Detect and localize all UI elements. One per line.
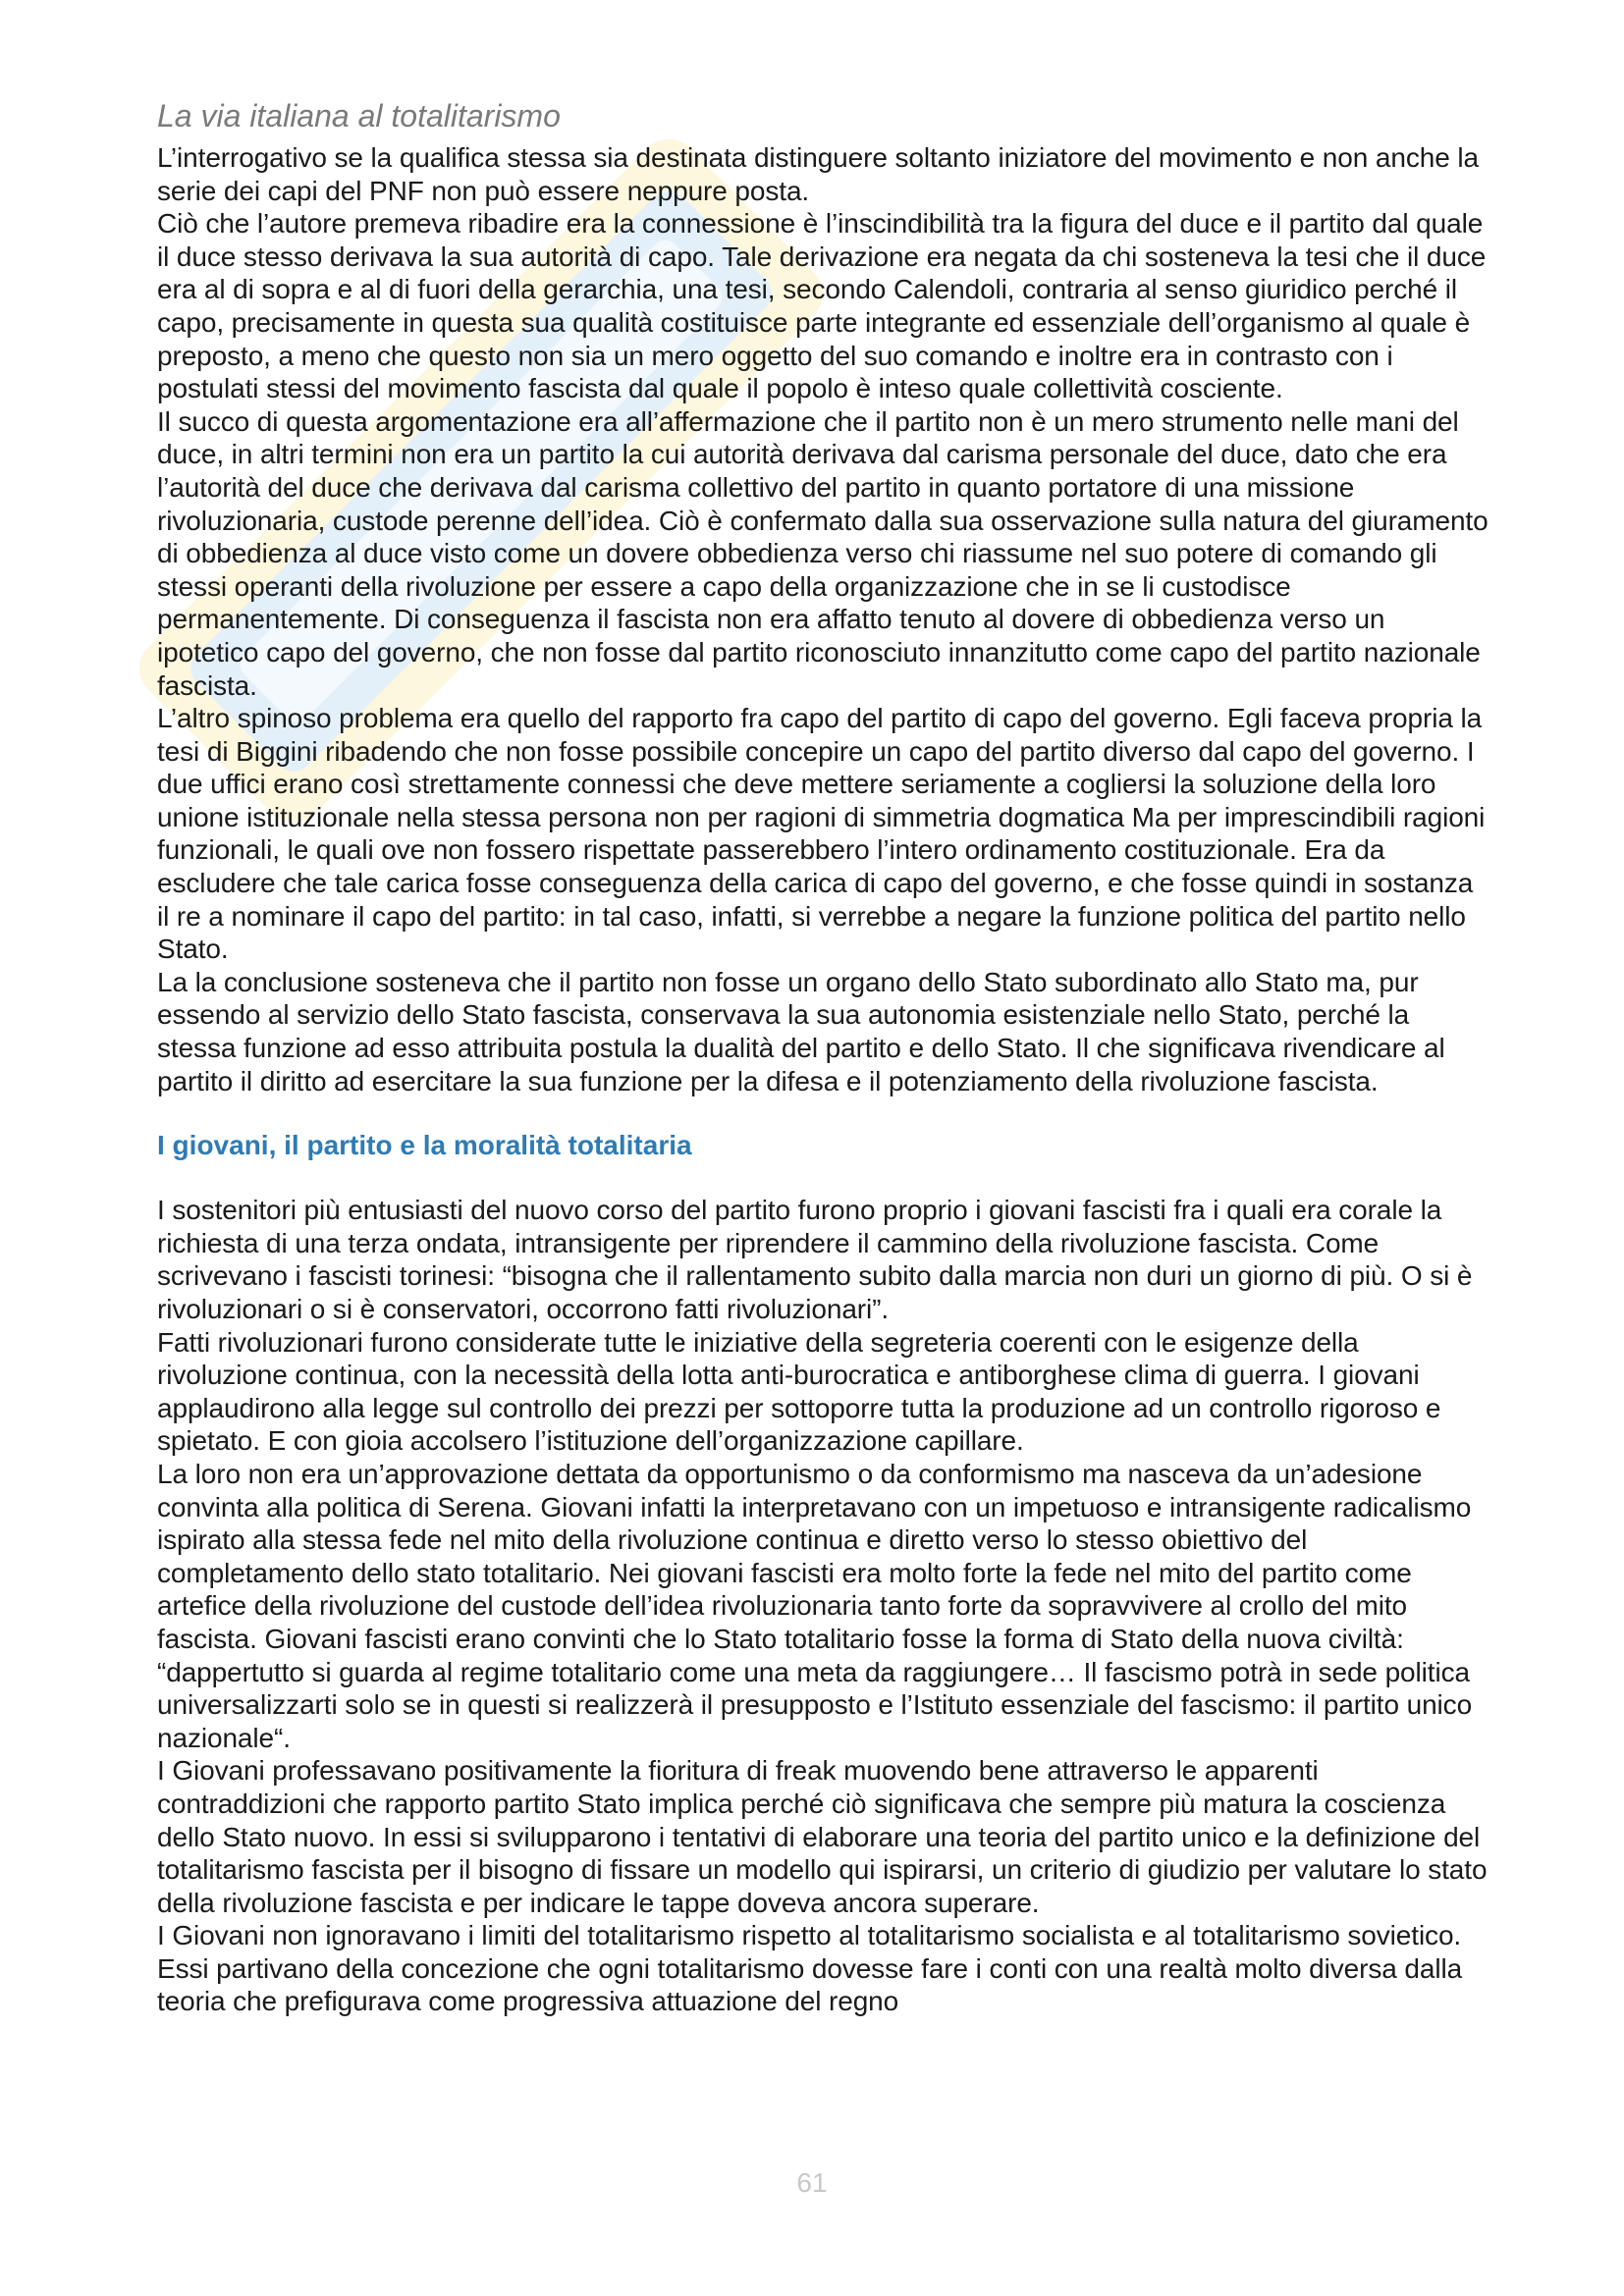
section-heading: I giovani, il partito e la moralità totalitaria xyxy=(157,1130,692,1161)
running-title: La via italiana al totalitarismo xyxy=(157,98,561,133)
paragraph: La loro non era un’approvazione dettata da opportunismo o da conformismo ma nasceva da un’adesione convinta alla politica di Serena. Giovani infatti la interpretavano con un impetuoso e intransigente radicalismo ispirato alla stessa fede nel mito della rivoluzione continua e diretto verso lo stesso obiettivo del completamento dello stato totalitario. Nei giovani fascisti era molto forte la fede nel mito del partito come artefice della rivoluzione del custode dell’idea rivoluzionaria tanto forte da sopravvivere al crollo del mito fascista. Giovani fascisti erano convinti che lo Stato totalitario fosse la forma di Stato della nuova civiltà: “dappertutto si guarda al regime totalitario come una meta da raggiungere… Il fascismo potrà in sede politica universalizzarti solo se in questi si realizzerà il presupposto e l’Istituto essenziale del fascismo: il partito unico nazionale“. xyxy=(157,1458,1473,1753)
paragraph: Fatti rivoluzionari furono considerate tutte le iniziative della segreteria coerenti con le esigenze della rivoluzione continua, con la necessità della lotta anti-burocratica e antiborghese clima di guerra. I giovani applaudirono alla legge sul controllo dei prezzi per sottoporre tutta la produzione ad un controllo rigoroso e spietato. E con gioia accolsero l’istituzione dell’organizzazione capillare. xyxy=(157,1326,1441,1457)
paragraph: La la conclusione sosteneva che il partito non fosse un organo dello Stato subordinato allo Stato ma, pur essendo al servizio dello Stato fascista, conservava la sua autonomia esistenziale nello Stato, perché la stessa funzione ad esso attribuita postula la dualità del partito e dello Stato. Il che significava rivendicare al partito il diritto ad esercitare la sua funzione per la difesa e il potenziamento della rivoluzione fascista. xyxy=(157,966,1445,1096)
document-page xyxy=(157,96,1492,2018)
paragraph: L’altro spinoso problema era quello del rapporto fra capo del partito di capo del governo. Egli faceva propria la tesi di Biggini ribadendo che non fosse possibile concepire un capo del partito diverso dal capo del governo. I due uffici erano così strettamente connessi che deve mettere seriamente a cogliersi la soluzione della loro unione istituzionale nella stessa persona non per ragioni di simmetria dogmatica Ma per imprescindibili ragioni funzionali, le quali ove non fossero rispettate passerebbero l’intero ordinamento costituzionale. Era da escludere che tale carica fosse conseguenza della carica di capo del governo, e che fosse quindi in sostanza il re a nominare il capo del partito: in tal caso, infatti, si verrebbe a negare la funzione politica del partito nello Stato. xyxy=(157,703,1486,965)
paragraph: I Giovani professavano positivamente la fioritura di freak muovendo bene attraverso le apparenti contraddizioni che rapporto partito Stato implica perché ciò significava che sempre più matura la coscienza dello Stato nuovo. In essi si svilupparono i tentativi di elaborare una teoria del partito unico e la definizione del totalitarismo fascista per il bisogno di fissare un modello qui ispirarsi, un criterio di giudizio per valutare lo stato della rivoluzione fascista e per indicare le tappe doveva ancora superare. xyxy=(157,1755,1488,1918)
paragraph: L’interrogativo se la qualifica stessa sia destinata distinguere soltanto iniziatore del movimento e non anche la serie dei capi del PNF non può essere neppure posta. xyxy=(157,142,1479,206)
section-1-body xyxy=(157,141,1492,1097)
page-number: 61 xyxy=(796,2167,828,2198)
paragraph: Il succo di questa argomentazione era all’affermazione che il partito non è un mero strumento nelle mani del duce, in altri termini non era un partito la cui autorità derivava dal carisma personale del duce, dato che era l’autorità del duce che derivava dal carisma collettivo del partito in quanto portatore di una missione rivoluzionaria, custode perenne dell’idea. Ciò è confermato dalla sua osservazione sulla natura del giuramento di obbedienza al duce visto come un dovere obbedienza verso chi riassume nel suo potere di comando gli stessi operanti della rivoluzione per essere a capo della organizzazione che in se li custodisce permanentemente. Di conseguenza il fascista non era affatto tenuto al dovere di obbedienza verso un ipotetico capo del governo, che non fosse dal partito riconosciuto innanzitutto come capo del partito nazionale fascista. xyxy=(157,405,1489,701)
paragraph: I Giovani non ignoravano i limiti del totalitarismo rispetto al totalitarismo socialista e al totalitarismo sovietico. Essi partivano della concezione che ogni totalitarismo dovesse fare i conti con una realtà molto diversa dalla teoria che prefigurava come progressiva attuazione del regno xyxy=(157,1920,1463,2017)
section-2-body xyxy=(157,1194,1492,2018)
paragraph: I sostenitori più entusiasti del nuovo corso del partito furono proprio i giovani fascisti fra i quali era corale la richiesta di una terza ondata, intransigente per riprendere il cammino della rivoluzione fascista. Come scrivevano i fascisti torinesi: “bisogna che il rallentamento subito dalla marcia non duri un giorno di più. O si è rivoluzionari o si è conservatori, occorrono fatti rivoluzionari”. xyxy=(157,1195,1473,1324)
paragraph: Ciò che l’autore premeva ribadire era la connessione è l’inscindibilità tra la figura del duce e il partito dal quale il duce stesso derivava la sua autorità di capo. Tale derivazione era negata da chi sosteneva la tesi che il duce era al di sopra e al di fuori della gerarchia, una tesi, secondo Calendoli, contraria al senso giuridico perché il capo, precisamente in questa sua qualità costituisce parte integrante ed essenziale dell’organismo al quale è preposto, a meno che questo non sia un mero oggetto del suo comando e inoltre era in contrasto con i postulati stessi del movimento fascista dal quale il popolo è inteso quale collettività cosciente. xyxy=(157,208,1487,404)
